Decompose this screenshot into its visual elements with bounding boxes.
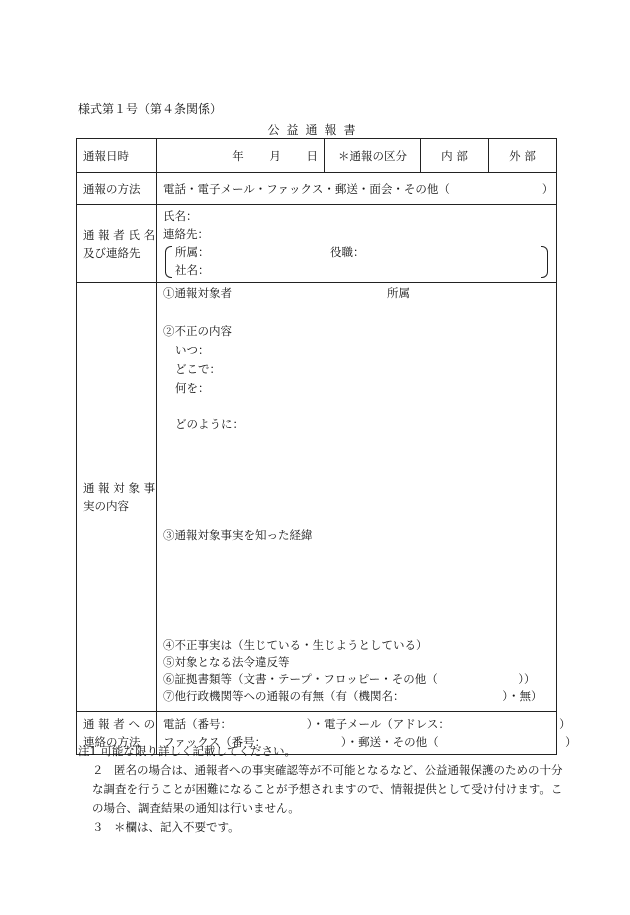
reporter-affiliation-group bbox=[163, 243, 550, 279]
month-unit: 月 bbox=[269, 148, 281, 163]
day-unit: 日 bbox=[306, 148, 318, 163]
method-options[interactable]: 電話・電子メール・ファックス・郵送・面会・その他（ ） bbox=[157, 173, 557, 205]
notes bbox=[78, 742, 568, 837]
content-what: 何を： bbox=[175, 381, 210, 395]
label-category: ＊通報の区分 bbox=[325, 139, 421, 173]
content-field[interactable] bbox=[157, 283, 557, 712]
note-2-text: 匿名の場合は、通報者への事実確認等が不可能となるなど、公益通報保護のための十分な調査を行うことが困難になることが予想されますので、情報提供として受け付けます。この場合、調査結果の通知は行いません。 bbox=[92, 763, 563, 815]
label-method: 通報の方法 bbox=[77, 173, 157, 205]
category-external[interactable]: 外 部 bbox=[489, 139, 557, 173]
reporter-position: 役職： bbox=[330, 245, 365, 259]
note-1 bbox=[78, 742, 568, 761]
content-how: どのように： bbox=[175, 417, 244, 431]
label-reporter: 通 報 者 氏 名 及び連絡先 bbox=[77, 205, 157, 283]
label-content: 通 報 対 象 事 実の内容 bbox=[77, 283, 157, 712]
content-status: ④不正事実は（生じている・生じようとしている） bbox=[163, 638, 428, 652]
content-when: いつ： bbox=[175, 343, 210, 357]
reporter-company: 社名： bbox=[175, 263, 210, 277]
note-2 bbox=[78, 761, 568, 818]
left-bracket bbox=[165, 246, 172, 278]
note-1-num: 注1 bbox=[78, 744, 97, 758]
form-code: 様式第１号（第４条関係） bbox=[78, 102, 223, 116]
note-3 bbox=[78, 818, 568, 837]
content-where: どこで： bbox=[175, 362, 221, 376]
content-fraud: ②不正の内容 bbox=[163, 324, 232, 338]
row-method bbox=[77, 173, 557, 205]
reporter-contact: 連絡先： bbox=[163, 227, 209, 241]
content-background: ③通報対象事実を知った経緯 bbox=[163, 528, 313, 542]
note-3-text: ＊欄は、記入不要です。 bbox=[114, 820, 240, 834]
contact-line-2: ファックス（番号： ）・郵送・その他（ ） bbox=[163, 735, 577, 749]
note-3-num: ３ bbox=[92, 820, 104, 834]
reporter-name: 氏名： bbox=[163, 209, 198, 223]
reporter-field[interactable] bbox=[157, 205, 557, 283]
content-law: ⑤対象となる法令違反等 bbox=[163, 655, 290, 669]
row-date bbox=[77, 139, 557, 173]
report-form-table bbox=[76, 138, 577, 755]
row-content bbox=[77, 283, 557, 712]
content-other-agency: ⑦他行政機関等への通報の有無（有（機関名： ）・無） bbox=[163, 689, 543, 703]
label-date: 通報日時 bbox=[77, 139, 157, 173]
note-1-text: 可能な限り詳しく記載してください。 bbox=[100, 744, 296, 758]
content-target-affiliation: 所属 bbox=[387, 286, 410, 300]
content-target: ①通報対象者 bbox=[163, 286, 232, 300]
year-unit: 年 bbox=[232, 148, 244, 163]
document-title: 公益通報書 bbox=[267, 123, 363, 137]
category-internal[interactable]: 内 部 bbox=[421, 139, 489, 173]
label-contact-method: 通 報 者 へ の 連絡の方法 bbox=[77, 712, 157, 755]
date-field[interactable] bbox=[157, 139, 325, 173]
contact-line-1: 電話（番号： ）・電子メール（アドレス： ） bbox=[163, 717, 571, 731]
row-reporter bbox=[77, 205, 557, 283]
note-2-num: ２ bbox=[92, 763, 104, 777]
content-evidence: ⑥証拠書類等（文書・テープ・フロッピー・その他（ ）） bbox=[163, 672, 536, 686]
reporter-affiliation: 所属： bbox=[175, 245, 210, 259]
